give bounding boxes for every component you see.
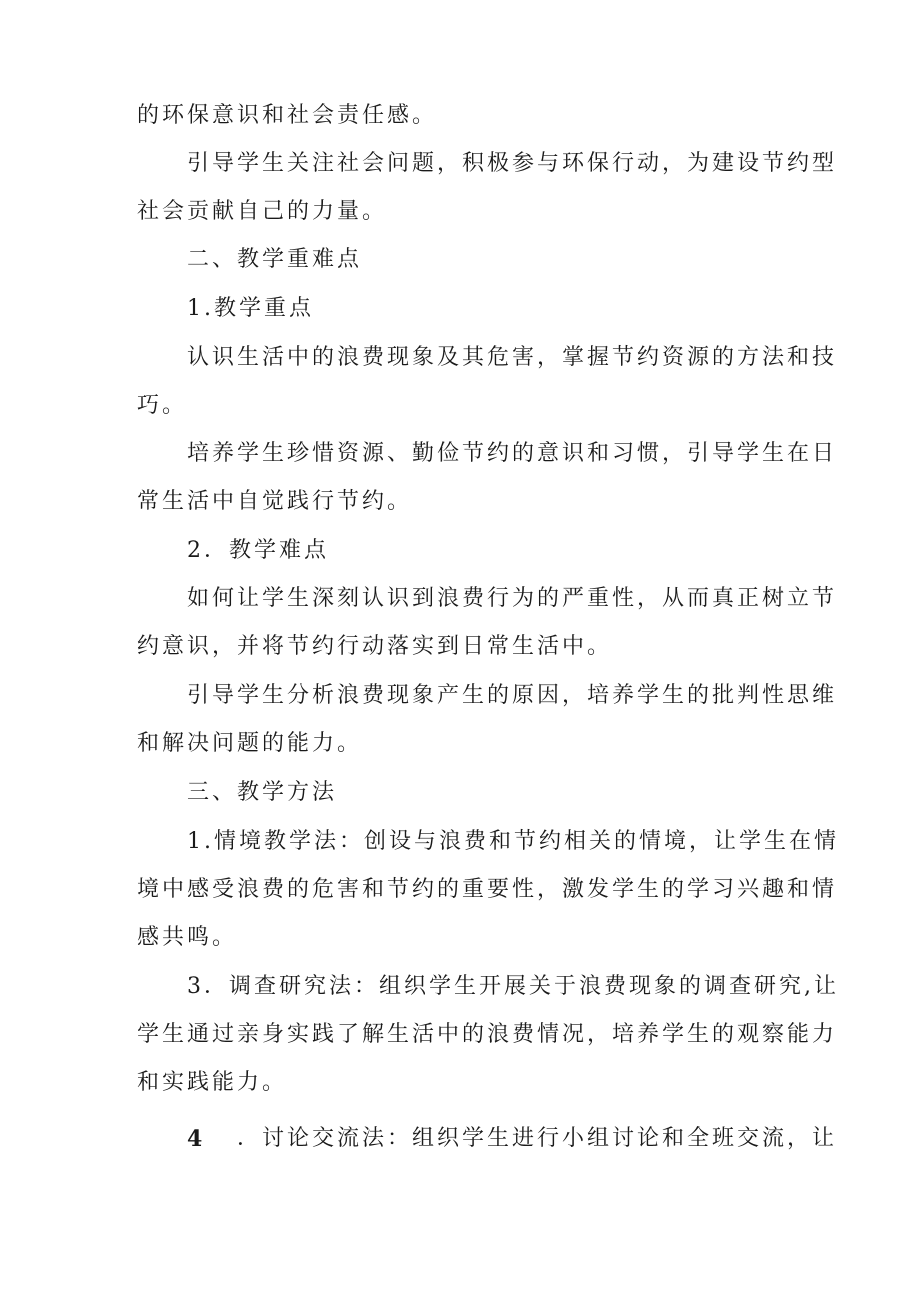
paragraph-line: 引导学生分析浪费现象产生的原因，培养学生的批判性思维 <box>187 683 838 708</box>
section-heading: 三、教学方法 <box>187 780 338 805</box>
paragraph-line: 如何让学生深刻认识到浪费行为的严重性，从而真正树立节 <box>187 586 838 611</box>
paragraph-line: 认识生活中的浪费现象及其危害，掌握节约资源的方法和技 <box>187 345 838 370</box>
paragraph-line: 培养学生珍惜资源、勤俭节约的意识和习惯，引导学生在日 <box>187 441 838 466</box>
paragraph-line: ．讨论交流法：组织学生进行小组讨论和全班交流，让 <box>237 1126 838 1151</box>
paragraph-line: 社会贡献自己的力量。 <box>137 199 388 224</box>
section-heading: 二、教学重难点 <box>187 247 363 272</box>
paragraph-line: 学生通过亲身实践了解生活中的浪费情况，培养学生的观察能力 <box>137 1022 838 1047</box>
paragraph-line: 1.情境教学法：创设与浪费和节约相关的情境，让学生在情 <box>187 829 839 854</box>
paragraph-line: 境中感受浪费的危害和节约的重要性，激发学生的学习兴趣和情 <box>137 877 838 902</box>
subsection-heading: 1.教学重点 <box>187 296 314 321</box>
paragraph-line: 感共鸣。 <box>137 925 238 950</box>
paragraph-line: 3．调查研究法：组织学生开展关于浪费现象的调查研究,让 <box>187 974 839 999</box>
paragraph-line: 巧。 <box>137 393 188 418</box>
paragraph-line: 和实践能力。 <box>137 1070 288 1095</box>
paragraph-line: 的环保意识和社会责任感。 <box>137 103 438 128</box>
paragraph-line: 常生活中自觉践行节约。 <box>137 489 413 514</box>
list-number: 4 <box>187 1126 206 1152</box>
paragraph-line: 约意识，并将节约行动落实到日常生活中。 <box>137 634 613 659</box>
paragraph-line: 和解决问题的能力。 <box>137 731 363 756</box>
paragraph-line: 引导学生关注社会问题，积极参与环保行动，为建设节约型 <box>187 151 838 176</box>
subsection-heading: 2．教学难点 <box>187 538 329 563</box>
